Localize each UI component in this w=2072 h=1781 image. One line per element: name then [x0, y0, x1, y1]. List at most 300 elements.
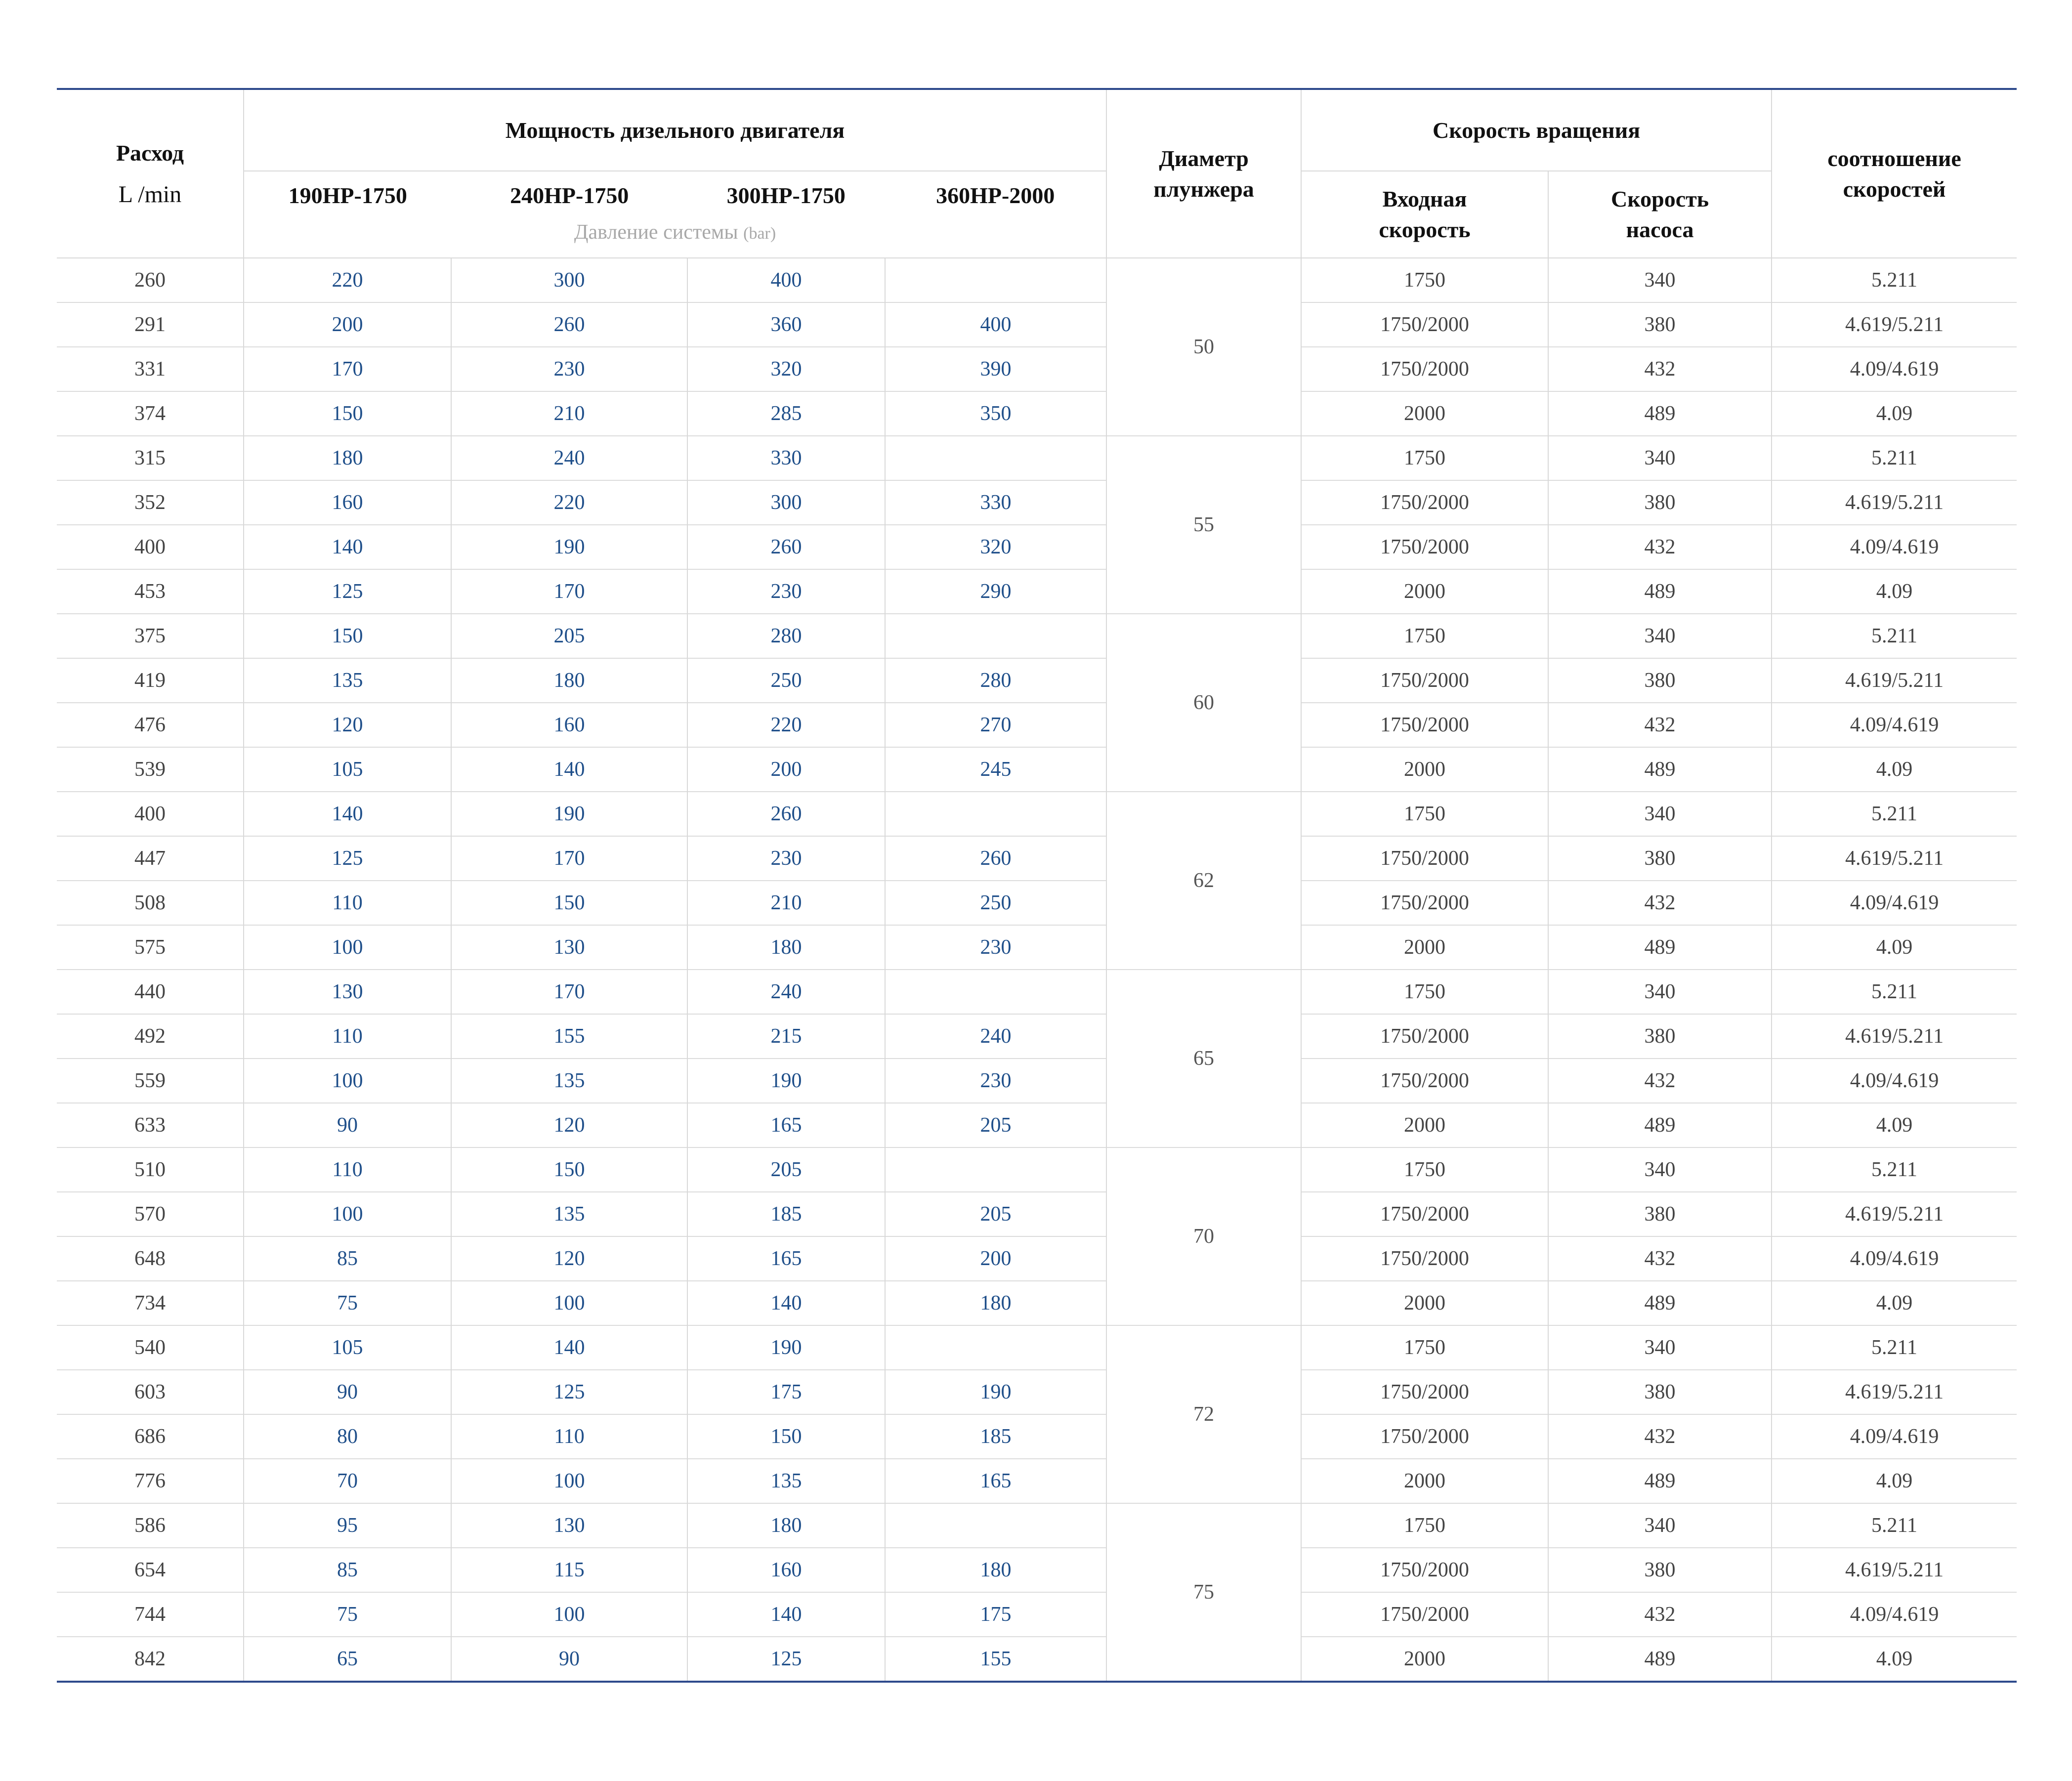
pressure-cell: 210 — [451, 391, 687, 436]
pressure-label: Давление системы — [574, 220, 738, 244]
ratio-cell: 4.09 — [1772, 569, 2017, 614]
pressure-cell: 110 — [244, 1147, 451, 1192]
pressure-cell: 105 — [244, 747, 451, 792]
flow-cell: 559 — [57, 1059, 244, 1103]
input-speed-cell: 1750/2000 — [1301, 1236, 1548, 1281]
input-speed-cell: 2000 — [1301, 1281, 1548, 1325]
pressure-cell: 150 — [451, 1147, 687, 1192]
input-speed-cell: 1750 — [1301, 1503, 1548, 1548]
table-row — [57, 569, 2017, 614]
pump-speed-cell: 432 — [1548, 1592, 1772, 1637]
pump-speed-cell: 432 — [1548, 703, 1772, 747]
ratio-cell: 4.09 — [1772, 391, 2017, 436]
flow-cell: 447 — [57, 836, 244, 881]
ratio-cell: 4.09/4.619 — [1772, 1592, 2017, 1637]
flow-cell: 539 — [57, 747, 244, 792]
ratio-cell: 5.211 — [1772, 792, 2017, 836]
pressure-cell: 150 — [244, 391, 451, 436]
input-speed-cell: 1750/2000 — [1301, 347, 1548, 391]
ratio-cell: 4.619/5.211 — [1772, 1370, 2017, 1414]
pressure-cell: 260 — [885, 836, 1106, 881]
pump-speed-cell: 380 — [1548, 302, 1772, 347]
pressure-cell: 125 — [451, 1370, 687, 1414]
input-speed-line1: Входная — [1382, 186, 1467, 212]
ratio-cell: 5.211 — [1772, 614, 2017, 658]
pump-speed-cell: 432 — [1548, 347, 1772, 391]
input-speed-cell: 1750/2000 — [1301, 703, 1548, 747]
pressure-cell: 280 — [687, 614, 885, 658]
input-speed-cell: 1750 — [1301, 1325, 1548, 1370]
pressure-cell: 140 — [244, 525, 451, 569]
table-row — [57, 1459, 2017, 1503]
input-speed-cell: 2000 — [1301, 391, 1548, 436]
table-row — [57, 525, 2017, 569]
table-row — [57, 836, 2017, 881]
input-speed-cell: 2000 — [1301, 925, 1548, 970]
input-speed-cell: 1750/2000 — [1301, 302, 1548, 347]
diameter-cell: 72 — [1106, 1325, 1301, 1503]
input-speed-cell: 1750/2000 — [1301, 836, 1548, 881]
ratio-cell: 5.211 — [1772, 1503, 2017, 1548]
pressure-cell: 120 — [244, 703, 451, 747]
pressure-cell: 125 — [244, 569, 451, 614]
table-row — [57, 1236, 2017, 1281]
diameter-cell: 75 — [1106, 1503, 1301, 1682]
pressure-cell: 160 — [687, 1548, 885, 1592]
flow-label: Расход — [116, 140, 184, 166]
input-speed-cell: 2000 — [1301, 569, 1548, 614]
pump-speed-cell: 340 — [1548, 1147, 1772, 1192]
flow-cell: 400 — [57, 525, 244, 569]
table-row — [57, 792, 2017, 836]
pressure-cell: 360 — [687, 302, 885, 347]
table-row — [57, 480, 2017, 525]
ratio-cell: 4.09/4.619 — [1772, 1236, 2017, 1281]
input-speed-cell: 2000 — [1301, 1637, 1548, 1682]
flow-unit: L /min — [118, 181, 182, 208]
pressure-cell: 150 — [687, 1414, 885, 1459]
flow-cell: 540 — [57, 1325, 244, 1370]
pressure-cell: 200 — [687, 747, 885, 792]
pressure-cell: 260 — [687, 792, 885, 836]
ratio-cell: 4.09 — [1772, 925, 2017, 970]
pressure-cell: 120 — [451, 1103, 687, 1147]
pressure-cell: 140 — [244, 792, 451, 836]
pressure-cell: 170 — [244, 347, 451, 391]
pressure-cell: 230 — [687, 836, 885, 881]
diameter-cell: 50 — [1106, 258, 1301, 436]
ratio-cell: 4.09/4.619 — [1772, 1414, 2017, 1459]
pressure-cell: 165 — [687, 1236, 885, 1281]
pressure-cell: 330 — [687, 436, 885, 480]
pressure-cell: 85 — [244, 1236, 451, 1281]
pressure-cell: 140 — [687, 1281, 885, 1325]
flow-cell: 654 — [57, 1548, 244, 1592]
table-row — [57, 436, 2017, 480]
pump-speed-cell: 340 — [1548, 436, 1772, 480]
pressure-cell: 220 — [244, 258, 451, 302]
pressure-cell: 320 — [885, 525, 1106, 569]
pump-speed-cell: 432 — [1548, 1414, 1772, 1459]
table-row — [57, 881, 2017, 925]
power-models-row — [244, 180, 1106, 211]
pressure-cell: 135 — [451, 1059, 687, 1103]
pump-speed-cell: 340 — [1548, 258, 1772, 302]
pressure-cell: 140 — [451, 1325, 687, 1370]
pressure-cell: 190 — [451, 525, 687, 569]
input-speed-cell: 1750/2000 — [1301, 658, 1548, 703]
ratio-cell: 4.09 — [1772, 1281, 2017, 1325]
pressure-cell: 90 — [244, 1370, 451, 1414]
input-speed-cell: 1750/2000 — [1301, 525, 1548, 569]
pump-speed-cell: 489 — [1548, 1281, 1772, 1325]
pressure-cell: 400 — [885, 302, 1106, 347]
pressure-cell: 160 — [244, 480, 451, 525]
input-speed-cell: 1750/2000 — [1301, 1370, 1548, 1414]
pressure-cell: 205 — [885, 1192, 1106, 1236]
pressure-cell: 280 — [885, 658, 1106, 703]
power-model-240: 240HP-1750 — [510, 182, 629, 208]
pressure-cell: 285 — [687, 391, 885, 436]
pressure-cell: 350 — [885, 391, 1106, 436]
table-row — [57, 302, 2017, 347]
pressure-cell: 165 — [885, 1459, 1106, 1503]
ratio-cell: 4.619/5.211 — [1772, 302, 2017, 347]
pressure-cell: 80 — [244, 1414, 451, 1459]
table-row — [57, 1192, 2017, 1236]
pressure-cell: 240 — [687, 970, 885, 1014]
flow-cell: 570 — [57, 1192, 244, 1236]
flow-cell: 648 — [57, 1236, 244, 1281]
pressure-cell: 205 — [687, 1147, 885, 1192]
pump-speed-cell: 432 — [1548, 881, 1772, 925]
pressure-cell: 290 — [885, 569, 1106, 614]
pressure-cell: 150 — [451, 881, 687, 925]
flow-cell: 575 — [57, 925, 244, 970]
pump-speed-line1: Скорость — [1611, 186, 1709, 212]
pressure-cell: 75 — [244, 1592, 451, 1637]
pressure-cell — [885, 792, 1106, 836]
pressure-cell: 200 — [244, 302, 451, 347]
spec-table-wrapper — [57, 88, 2017, 1683]
pump-speed-cell: 380 — [1548, 480, 1772, 525]
flow-cell: 453 — [57, 569, 244, 614]
pressure-cell: 230 — [885, 925, 1106, 970]
table-row — [57, 1059, 2017, 1103]
flow-cell: 508 — [57, 881, 244, 925]
diameter-header — [1106, 89, 1301, 258]
table-row — [57, 1592, 2017, 1637]
power-header: Мощность дизельного двигателя — [244, 89, 1106, 171]
pump-speed-cell: 340 — [1548, 970, 1772, 1014]
flow-cell: 352 — [57, 480, 244, 525]
pressure-cell — [885, 258, 1106, 302]
pump-speed-cell: 340 — [1548, 614, 1772, 658]
power-model-300: 300HP-1750 — [726, 182, 846, 208]
diameter-cell: 55 — [1106, 436, 1301, 614]
pump-speed-cell: 380 — [1548, 1548, 1772, 1592]
flow-cell: 440 — [57, 970, 244, 1014]
pressure-cell: 205 — [885, 1103, 1106, 1147]
pump-speed-line2: насоса — [1626, 217, 1694, 242]
flow-cell: 260 — [57, 258, 244, 302]
pressure-cell: 185 — [687, 1192, 885, 1236]
pressure-cell — [885, 1147, 1106, 1192]
ratio-cell: 4.09/4.619 — [1772, 703, 2017, 747]
pressure-cell: 180 — [451, 658, 687, 703]
diameter-label-line1: Диаметр — [1159, 145, 1249, 171]
pressure-cell: 190 — [451, 792, 687, 836]
pump-speed-cell: 489 — [1548, 1637, 1772, 1682]
ratio-cell: 4.09/4.619 — [1772, 881, 2017, 925]
flow-cell: 375 — [57, 614, 244, 658]
pressure-cell: 180 — [687, 925, 885, 970]
pressure-cell: 250 — [885, 881, 1106, 925]
pressure-cell — [885, 970, 1106, 1014]
table-row — [57, 347, 2017, 391]
ratio-cell: 5.211 — [1772, 970, 2017, 1014]
ratio-cell: 4.09/4.619 — [1772, 1059, 2017, 1103]
power-model-190: 190HP-1750 — [288, 182, 407, 208]
pressure-cell: 240 — [451, 436, 687, 480]
input-speed-cell: 1750 — [1301, 614, 1548, 658]
pressure-cell: 95 — [244, 1503, 451, 1548]
table-row — [57, 614, 2017, 658]
power-model-360: 360HP-2000 — [936, 182, 1055, 208]
pressure-cell: 105 — [244, 1325, 451, 1370]
pressure-cell: 250 — [687, 658, 885, 703]
flow-cell: 476 — [57, 703, 244, 747]
table-row — [57, 747, 2017, 792]
pressure-cell: 100 — [244, 1192, 451, 1236]
pressure-cell: 65 — [244, 1637, 451, 1682]
input-speed-cell: 1750/2000 — [1301, 480, 1548, 525]
pressure-unit: (bar) — [743, 224, 776, 243]
pressure-cell: 180 — [687, 1503, 885, 1548]
power-models-cell — [244, 171, 1106, 258]
pressure-cell: 240 — [885, 1014, 1106, 1059]
pressure-cell: 220 — [687, 703, 885, 747]
flow-cell: 419 — [57, 658, 244, 703]
pressure-cell: 230 — [687, 569, 885, 614]
input-speed-cell: 1750 — [1301, 1147, 1548, 1192]
pump-speed-cell: 489 — [1548, 391, 1772, 436]
pressure-cell: 185 — [885, 1414, 1106, 1459]
speed-header: Скорость вращения — [1301, 89, 1772, 171]
ratio-cell: 4.619/5.211 — [1772, 480, 2017, 525]
ratio-label-line1: соотношение — [1827, 145, 1961, 171]
pressure-cell: 125 — [244, 836, 451, 881]
table-row — [57, 258, 2017, 302]
flow-cell: 400 — [57, 792, 244, 836]
pressure-cell: 140 — [451, 747, 687, 792]
pressure-cell: 85 — [244, 1548, 451, 1592]
pressure-cell — [885, 1503, 1106, 1548]
pressure-cell — [885, 614, 1106, 658]
pump-spec-table — [57, 88, 2017, 1683]
table-row — [57, 925, 2017, 970]
pressure-cell: 175 — [885, 1592, 1106, 1637]
pressure-cell: 180 — [885, 1281, 1106, 1325]
pressure-cell: 215 — [687, 1014, 885, 1059]
flow-cell: 374 — [57, 391, 244, 436]
ratio-cell: 5.211 — [1772, 1325, 2017, 1370]
ratio-cell: 4.09 — [1772, 1637, 2017, 1682]
pressure-cell: 130 — [244, 970, 451, 1014]
pressure-cell: 135 — [687, 1459, 885, 1503]
table-row — [57, 703, 2017, 747]
input-speed-cell: 1750 — [1301, 970, 1548, 1014]
ratio-cell: 5.211 — [1772, 258, 2017, 302]
flow-header — [57, 89, 244, 258]
flow-cell: 510 — [57, 1147, 244, 1192]
pressure-cell: 155 — [885, 1637, 1106, 1682]
ratio-cell: 5.211 — [1772, 1147, 2017, 1192]
pressure-cell: 300 — [451, 258, 687, 302]
pressure-cell: 180 — [244, 436, 451, 480]
pressure-cell: 260 — [687, 525, 885, 569]
diameter-cell: 60 — [1106, 614, 1301, 792]
table-row — [57, 1103, 2017, 1147]
pressure-cell — [885, 1325, 1106, 1370]
pump-speed-cell: 432 — [1548, 525, 1772, 569]
ratio-cell: 4.09 — [1772, 747, 2017, 792]
pump-speed-cell: 432 — [1548, 1236, 1772, 1281]
pressure-cell: 165 — [687, 1103, 885, 1147]
table-row — [57, 1325, 2017, 1370]
pressure-cell: 70 — [244, 1459, 451, 1503]
input-speed-cell: 1750 — [1301, 792, 1548, 836]
pressure-cell: 210 — [687, 881, 885, 925]
pressure-cell: 160 — [451, 703, 687, 747]
pump-speed-cell: 380 — [1548, 1192, 1772, 1236]
diameter-cell: 65 — [1106, 970, 1301, 1147]
pressure-cell: 110 — [244, 881, 451, 925]
diameter-cell: 70 — [1106, 1147, 1301, 1325]
pressure-cell: 190 — [687, 1325, 885, 1370]
pump-speed-cell: 489 — [1548, 925, 1772, 970]
pressure-cell: 125 — [687, 1637, 885, 1682]
pump-speed-cell: 380 — [1548, 1370, 1772, 1414]
ratio-cell: 5.211 — [1772, 436, 2017, 480]
pressure-cell: 190 — [885, 1370, 1106, 1414]
ratio-label-line2: скоростей — [1843, 176, 1946, 202]
ratio-cell: 4.619/5.211 — [1772, 836, 2017, 881]
diameter-cell: 62 — [1106, 792, 1301, 970]
flow-cell: 842 — [57, 1637, 244, 1682]
ratio-cell: 4.619/5.211 — [1772, 1548, 2017, 1592]
ratio-cell: 4.09/4.619 — [1772, 525, 2017, 569]
pressure-cell: 100 — [244, 925, 451, 970]
ratio-cell: 4.09 — [1772, 1103, 2017, 1147]
flow-cell: 315 — [57, 436, 244, 480]
pressure-cell: 180 — [885, 1548, 1106, 1592]
pressure-cell: 220 — [451, 480, 687, 525]
input-speed-cell: 1750/2000 — [1301, 1414, 1548, 1459]
ratio-cell: 4.09 — [1772, 1459, 2017, 1503]
pressure-cell — [885, 436, 1106, 480]
pressure-cell: 390 — [885, 347, 1106, 391]
pump-speed-cell: 380 — [1548, 836, 1772, 881]
input-speed-cell: 1750/2000 — [1301, 1192, 1548, 1236]
pressure-cell: 135 — [244, 658, 451, 703]
pressure-cell: 90 — [244, 1103, 451, 1147]
input-speed-cell: 1750 — [1301, 436, 1548, 480]
pressure-cell: 140 — [687, 1592, 885, 1637]
pressure-cell: 115 — [451, 1548, 687, 1592]
ratio-cell: 4.619/5.211 — [1772, 1014, 2017, 1059]
flow-cell: 586 — [57, 1503, 244, 1548]
table-row — [57, 970, 2017, 1014]
input-speed-cell: 1750/2000 — [1301, 881, 1548, 925]
pressure-cell: 130 — [451, 925, 687, 970]
table-header — [57, 89, 2017, 258]
pressure-cell: 245 — [885, 747, 1106, 792]
table-row — [57, 1414, 2017, 1459]
table-row — [57, 1548, 2017, 1592]
pressure-cell: 300 — [687, 480, 885, 525]
pressure-cell: 320 — [687, 347, 885, 391]
pressure-cell: 90 — [451, 1637, 687, 1682]
table-row — [57, 1370, 2017, 1414]
pressure-cell: 270 — [885, 703, 1106, 747]
flow-cell: 734 — [57, 1281, 244, 1325]
input-speed-cell: 2000 — [1301, 747, 1548, 792]
pressure-cell: 110 — [244, 1014, 451, 1059]
input-speed-cell: 2000 — [1301, 1459, 1548, 1503]
table-body — [57, 258, 2017, 1682]
pump-speed-cell: 340 — [1548, 1503, 1772, 1548]
input-speed-cell: 1750/2000 — [1301, 1059, 1548, 1103]
pressure-cell: 330 — [885, 480, 1106, 525]
table-row — [57, 1147, 2017, 1192]
pressure-cell: 120 — [451, 1236, 687, 1281]
flow-cell: 492 — [57, 1014, 244, 1059]
pump-speed-header — [1548, 171, 1772, 258]
flow-cell: 603 — [57, 1370, 244, 1414]
table-row — [57, 1637, 2017, 1682]
pressure-cell: 110 — [451, 1414, 687, 1459]
pump-speed-cell: 489 — [1548, 569, 1772, 614]
input-speed-cell: 1750/2000 — [1301, 1014, 1548, 1059]
pump-speed-cell: 340 — [1548, 1325, 1772, 1370]
input-speed-cell: 1750 — [1301, 258, 1548, 302]
pump-speed-cell: 432 — [1548, 1059, 1772, 1103]
flow-cell: 291 — [57, 302, 244, 347]
pressure-cell: 130 — [451, 1503, 687, 1548]
table-row — [57, 1503, 2017, 1548]
pressure-cell: 170 — [451, 569, 687, 614]
pump-speed-cell: 380 — [1548, 1014, 1772, 1059]
pump-speed-cell: 489 — [1548, 1459, 1772, 1503]
pressure-cell: 100 — [451, 1281, 687, 1325]
pressure-cell: 175 — [687, 1370, 885, 1414]
pressure-cell: 205 — [451, 614, 687, 658]
pressure-cell: 400 — [687, 258, 885, 302]
ratio-cell: 4.619/5.211 — [1772, 1192, 2017, 1236]
input-speed-line2: скорость — [1379, 217, 1471, 242]
pressure-cell: 200 — [885, 1236, 1106, 1281]
pressure-cell: 155 — [451, 1014, 687, 1059]
pressure-cell: 75 — [244, 1281, 451, 1325]
pressure-subheader — [244, 217, 1106, 249]
pump-speed-cell: 380 — [1548, 658, 1772, 703]
flow-cell: 776 — [57, 1459, 244, 1503]
table-row — [57, 391, 2017, 436]
table-row — [57, 1281, 2017, 1325]
pressure-cell: 260 — [451, 302, 687, 347]
pump-speed-cell: 489 — [1548, 1103, 1772, 1147]
